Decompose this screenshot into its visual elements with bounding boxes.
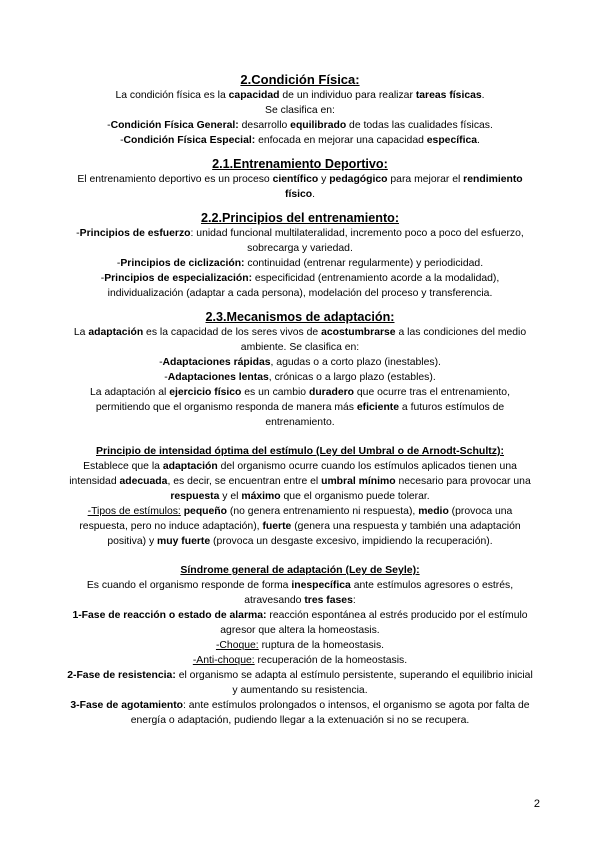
bold-term: respuesta: [170, 491, 220, 502]
text: : unidad funcional multilateralidad, incremento poco a poco del esfuerzo, sobrecarga y variedad.: [190, 228, 524, 254]
section-entrenamiento-deportivo: [64, 156, 536, 202]
heading-condicion-fisica: 2.Condición Física:: [240, 72, 360, 87]
text: (no genera entrenamiento ni respuesta),: [227, 506, 419, 517]
text: .: [481, 90, 485, 101]
list-item: [64, 608, 536, 638]
bold-term: 1-Fase de reacción o estado de alarma:: [72, 610, 267, 621]
bold-term: inespecífica: [291, 580, 351, 591]
paragraph: Se clasifica en:: [265, 105, 335, 116]
text: que el organismo puede tolerar.: [280, 491, 430, 502]
text: y: [318, 174, 330, 185]
page-content: [64, 72, 536, 728]
list-item: [64, 370, 536, 385]
text: necesario para provocar una: [395, 476, 531, 487]
bold-term: científico: [272, 174, 319, 185]
text: -: [164, 372, 168, 383]
bold-term: capacidad: [228, 90, 280, 101]
text: -: [76, 228, 80, 239]
text: (genera una respuesta y también una adaptación positiva) y: [107, 521, 521, 547]
heading-mecanismos-adaptacion: 2.3.Mecanismos de adaptación:: [205, 310, 395, 324]
text: : ante estímulos prolongados o intensos, el organismo se agota por falta de energía o adaptación, pudiendo llegar a la extenuación si no se recupera.: [130, 700, 530, 726]
text: .: [477, 135, 480, 146]
text: reacción espontánea al estrés producido por el estímulo agresor que altera la homeostasis.: [220, 610, 528, 636]
paragraph: [64, 172, 536, 202]
bold-term: adecuada: [119, 476, 168, 487]
bold-term: tareas físicas: [415, 90, 482, 101]
heading-entrenamiento-deportivo: 2.1.Entrenamiento Deportivo:: [212, 157, 388, 171]
bold-term: Principios de especialización:: [104, 273, 253, 284]
bold-term: pequeño: [183, 506, 227, 517]
list-item: [64, 355, 536, 370]
text: (provoca un desgaste excesivo, impidiendo la recuperación).: [210, 536, 493, 547]
text: La: [73, 327, 89, 338]
text: Es cuando el organismo responde de forma: [86, 580, 292, 591]
bold-term: eficiente: [356, 402, 400, 413]
underlined-label: -Choque:: [215, 640, 259, 651]
text: La condición física es la: [115, 90, 229, 101]
bold-term: máximo: [241, 491, 281, 502]
bold-term: rendimiento físico: [284, 174, 523, 200]
bold-term: tres fases: [304, 595, 353, 606]
bold-term: Adaptaciones rápidas: [162, 357, 271, 368]
list-item: [64, 271, 536, 301]
bold-term: duradero: [308, 387, 355, 398]
bold-term: 2-Fase de resistencia:: [67, 670, 176, 681]
text: :: [352, 595, 356, 606]
text: enfocada en mejorar una capacidad: [255, 135, 427, 146]
list-item: [64, 653, 536, 668]
text: , agudas o a corto plazo (inestables).: [270, 357, 441, 368]
text: (provoca una respuesta, pero no induce adaptación),: [79, 506, 513, 532]
bold-term: acostumbrarse: [321, 327, 396, 338]
text: -: [159, 357, 163, 368]
paragraph: [64, 578, 536, 608]
list-item: [64, 256, 536, 271]
text: -: [107, 120, 111, 131]
text: para mejorar el: [387, 174, 464, 185]
text: del organismo ocurre cuando los estímulos aplicados tienen una intensidad: [69, 461, 517, 487]
text: -: [100, 273, 105, 284]
underlined-label: -Tipos de estímulos:: [87, 506, 181, 517]
text: Establece que la: [83, 461, 163, 472]
text: es un cambio: [241, 387, 309, 398]
text: y el: [219, 491, 242, 502]
bold-term: medio: [418, 506, 449, 517]
bold-term: pedagógico: [329, 174, 388, 185]
section-sindrome-adaptacion: [64, 563, 536, 728]
bold-term: ejercicio físico: [169, 387, 242, 398]
bold-term: Principios de esfuerzo: [79, 228, 191, 239]
text: es la capacidad de los seres vivos de: [143, 327, 322, 338]
section-condicion-fisica: [64, 72, 536, 148]
text: .: [312, 189, 316, 200]
text: a las condiciones del medio ambiente. Se clasifica en:: [240, 327, 527, 353]
bold-term: adaptación: [88, 327, 144, 338]
text: , crónicas o a largo plazo (estables).: [268, 372, 436, 383]
bold-term: Condición Física Especial:: [123, 135, 256, 146]
heading-sindrome-adaptacion: Síndrome general de adaptación (Ley de Seyle):: [180, 564, 420, 576]
bold-term: umbral mínimo: [321, 476, 396, 487]
list-item: [64, 118, 536, 133]
heading-ley-umbral: Principio de intensidad óptima del estímulo (Ley del Umbral o de Arnodt-Schultz):: [96, 445, 504, 457]
text: desarrollo: [238, 120, 291, 131]
list-item: [64, 638, 536, 653]
bold-term: fuerte: [262, 521, 292, 532]
bold-term: específica: [426, 135, 478, 146]
list-item: [64, 226, 536, 256]
bold-term: Principios de ciclización:: [120, 258, 245, 269]
text: especificidad (entrenamiento acorde a la modalidad), individualización (adaptar a cada persona), modelación del proceso y transferencia.: [107, 273, 500, 299]
list-item: [64, 668, 536, 698]
text: que ocurre tras el entrenamiento, permitiendo que el organismo responda de manera más: [95, 387, 510, 413]
bold-term: 3-Fase de agotamiento: [70, 700, 183, 711]
page-number: 2: [533, 798, 540, 810]
text: La adaptación al: [90, 387, 170, 398]
text: de un individuo para realizar: [279, 90, 416, 101]
paragraph: [64, 385, 536, 430]
text: ruptura de la homeostasis.: [258, 640, 385, 651]
text: el organismo se adapta al estímulo persistente, superando el equilibrio inicial y aumentando su resistencia.: [175, 670, 533, 696]
text: a futuros estímulos de entrenamiento.: [265, 402, 505, 428]
text: recuperación de la homeostasis.: [254, 655, 408, 666]
bold-term: adaptación: [162, 461, 218, 472]
list-item: [64, 698, 536, 728]
paragraph: [64, 459, 536, 504]
bold-term: muy fuerte: [157, 536, 211, 547]
text: -: [116, 258, 121, 269]
bold-term: Adaptaciones lentas: [167, 372, 269, 383]
bold-term: Condición Física General:: [110, 120, 239, 131]
section-ley-umbral: [64, 444, 536, 549]
text: continuidad (entrenar regularmente) y periodicidad.: [244, 258, 484, 269]
underlined-label: -Anti-choque:: [192, 655, 255, 666]
text: , es decir, se encuentran entre el: [167, 476, 322, 487]
heading-principios-entrenamiento: 2.2.Principios del entrenamiento:: [200, 211, 400, 225]
text: ante estímulos agresores o estrés, atravesando: [244, 580, 514, 606]
paragraph: [64, 88, 536, 103]
text: -: [120, 135, 124, 146]
section-mecanismos-adaptacion: [64, 309, 536, 430]
paragraph: [64, 325, 536, 355]
text: de todas las cualidades físicas.: [346, 120, 493, 131]
bold-term: equilibrado: [290, 120, 347, 131]
section-principios-entrenamiento: [64, 210, 536, 301]
text: El entrenamiento deportivo es un proceso: [77, 174, 273, 185]
paragraph: [64, 504, 536, 549]
list-item: [64, 133, 536, 148]
